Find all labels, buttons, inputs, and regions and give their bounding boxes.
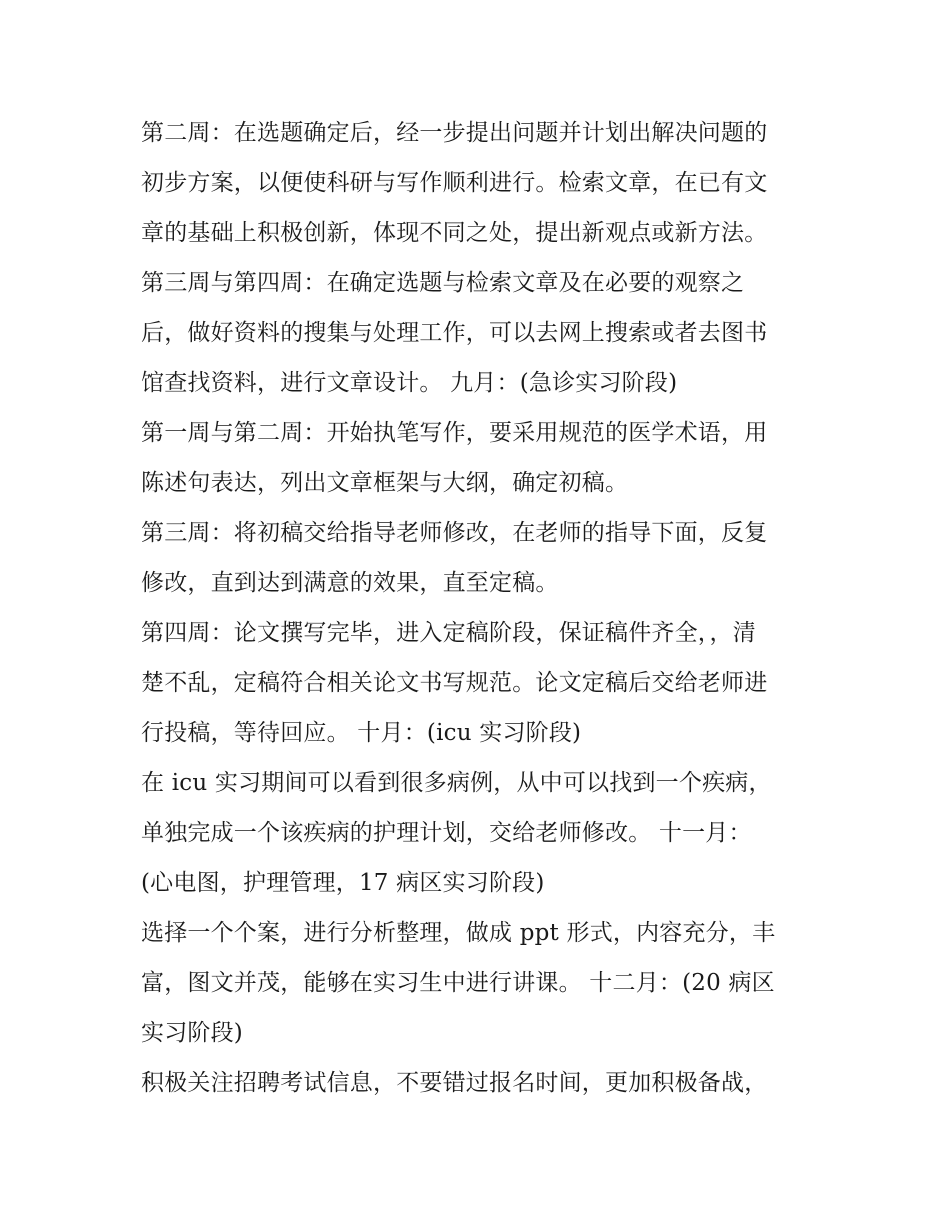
text-line: 第四周：论文撰写完毕，进入定稿阶段，保证稿件齐全，，清: [141, 620, 756, 646]
text-line: 后，做好资料的搜集与处理工作，可以去网上搜索或者去图书: [141, 320, 768, 346]
text-line: 单独完成一个该疾病的护理计划，交给老师修改。 十一月：: [141, 820, 752, 846]
text-line: 实习阶段): [141, 1020, 243, 1046]
text-line: 第三周与第四周：在确定选题与检索文章及在必要的观察之: [141, 270, 745, 296]
text-line: 章的基础上积极创新，体现不同之处，提出新观点或新方法。: [141, 220, 768, 246]
text-line: 积极关注招聘考试信息，不要错过报名时间，更加积极备战，: [141, 1070, 768, 1096]
text-line: 在 icu 实习期间可以看到很多病例，从中可以找到一个疾病，: [141, 770, 772, 796]
document-body: [141, 108, 831, 1108]
text-line: 第二周：在选题确定后，经一步提出问题并计划出解决问题的: [141, 120, 768, 146]
text-line: 修改，直到达到满意的效果，直至定稿。: [141, 570, 559, 596]
text-line: 第一周与第二周：开始执笔写作，要采用规范的医学术语，用: [141, 420, 768, 446]
text-line: 选择一个个案，进行分析整理，做成 ppt 形式，内容充分，丰: [141, 920, 776, 946]
text-line: 富，图文并茂，能够在实习生中进行讲课。 十二月：(20 病区: [141, 970, 775, 996]
text-line: 陈述句表达，列出文章框架与大纲，确定初稿。: [141, 470, 629, 496]
text-line: (心电图，护理管理，17 病区实习阶段): [141, 870, 545, 896]
text-line: 楚不乱，定稿符合相关论文书写规范。论文定稿后交给老师进: [141, 670, 768, 696]
text-line: 馆查找资料，进行文章设计。 九月：(急诊实习阶段): [141, 370, 678, 396]
text-line: 行投稿，等待回应。 十月：(icu 实习阶段): [141, 720, 582, 746]
text-line: 第三周：将初稿交给指导老师修改，在老师的指导下面，反复: [141, 520, 768, 546]
text-line: 初步方案，以便使科研与写作顺利进行。检索文章，在已有文: [141, 170, 768, 196]
